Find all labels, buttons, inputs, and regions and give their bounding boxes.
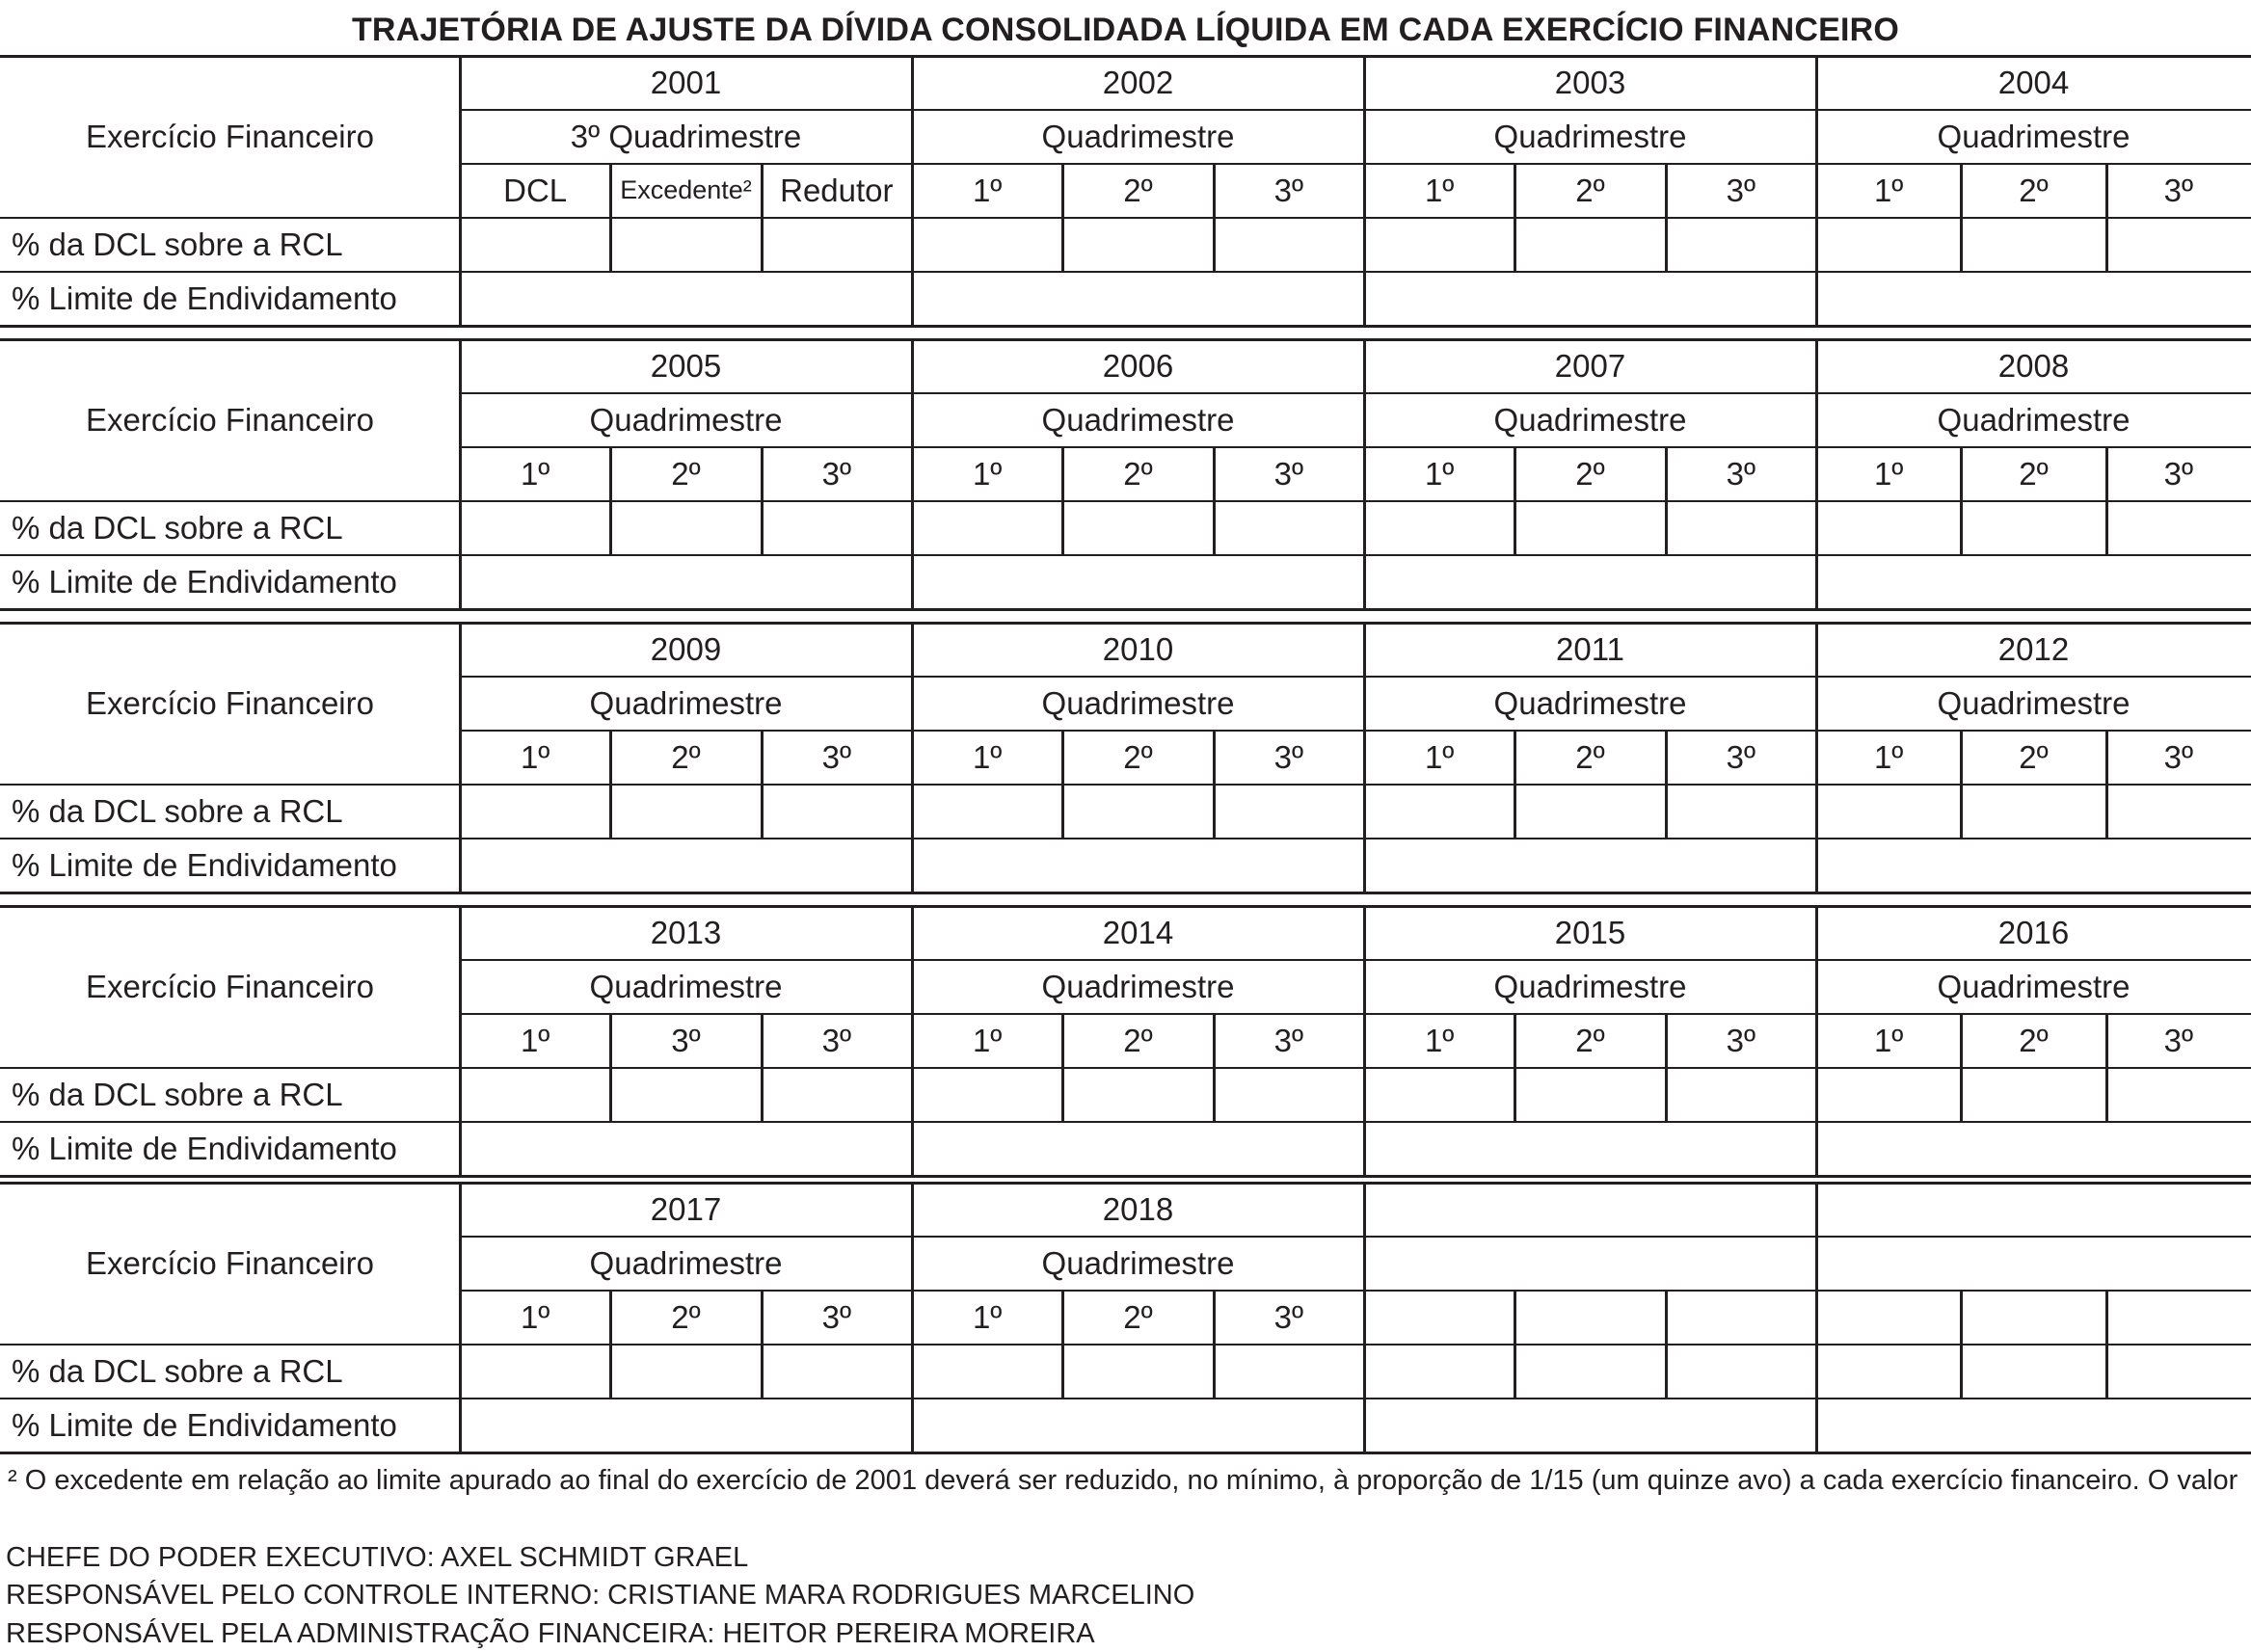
dcl-rcl-value-cell[interactable] xyxy=(1062,784,1213,838)
dcl-rcl-value-cell[interactable] xyxy=(762,217,912,271)
period-column-header: 1º xyxy=(520,1298,550,1335)
document-title: TRAJETÓRIA DE AJUSTE DA DÍVIDA CONSOLIDADA LÍQUIDA EM CADA EXERCÍCIO FINANCEIRO xyxy=(351,12,1900,48)
dcl-rcl-value-cell[interactable] xyxy=(1666,500,1816,554)
period-divider xyxy=(2105,1013,2108,1121)
year-group-divider xyxy=(1363,55,1366,328)
period-divider xyxy=(2105,1290,2108,1398)
year-group-divider xyxy=(911,905,914,1178)
year-header: 2011 xyxy=(1556,630,1624,667)
year-header: 2003 xyxy=(1554,64,1626,100)
period-column-header: 2º xyxy=(1123,738,1153,775)
year-group-divider xyxy=(911,338,914,611)
dcl-rcl-value-cell[interactable] xyxy=(912,1067,1062,1121)
quadrimestre-header: Quadrimestre xyxy=(589,401,783,438)
year-header: 2010 xyxy=(1102,630,1174,667)
quadrimestre-header xyxy=(1364,1236,1816,1290)
block-bottom-rule xyxy=(0,608,2251,611)
year-rule xyxy=(460,676,2251,678)
dcl-rcl-value-cell[interactable] xyxy=(1214,217,1364,271)
quadrimestre-header: Quadrimestre xyxy=(1937,968,2130,1004)
header-bottom-rule xyxy=(0,1344,2251,1346)
limite-value-cell[interactable] xyxy=(1364,554,1816,608)
dcl-rcl-value-cell[interactable] xyxy=(1364,1067,1514,1121)
block-top-rule xyxy=(0,338,2251,341)
exercicio-financeiro-label: Exercício Financeiro xyxy=(86,968,374,1004)
label-column-divider xyxy=(459,1182,462,1454)
year-header: 2017 xyxy=(650,1190,722,1227)
period-column-header: 1º xyxy=(520,455,550,492)
dcl-rcl-label: % da DCL sobre a RCL xyxy=(12,509,343,546)
year-group-divider xyxy=(1815,1182,1818,1454)
year-header: 2002 xyxy=(1102,64,1174,100)
period-divider xyxy=(1665,446,1668,554)
period-column-header: 2º xyxy=(2019,1022,2049,1058)
dcl-rcl-label: % da DCL sobre a RCL xyxy=(12,792,343,829)
limite-value-cell[interactable] xyxy=(1816,838,2251,892)
quadrimestre-header: Quadrimestre xyxy=(1041,118,1235,154)
period-column-header: 1º xyxy=(1424,172,1455,208)
limite-value-cell[interactable] xyxy=(912,1398,1364,1452)
year-header: 2006 xyxy=(1102,347,1174,384)
limite-value-cell[interactable] xyxy=(460,554,912,608)
exercicio-financeiro-label: Exercício Financeiro xyxy=(86,401,374,438)
period-column-header: 3º xyxy=(2163,455,2194,492)
period-divider xyxy=(1061,1013,1064,1121)
period-divider xyxy=(761,446,764,554)
quadrimestre-header: Quadrimestre xyxy=(1041,968,1235,1004)
period-column-header: 3º xyxy=(821,738,852,775)
limite-value-cell[interactable] xyxy=(912,1121,1364,1175)
limite-endividamento-label: % Limite de Endividamento xyxy=(12,846,397,883)
year-header xyxy=(1816,1182,2251,1236)
dcl-rcl-value-cell[interactable] xyxy=(1514,217,1665,271)
dcl-rcl-value-cell[interactable] xyxy=(1062,217,1213,271)
period-column-header: 1º xyxy=(1424,1022,1455,1058)
header-bottom-rule xyxy=(0,500,2251,502)
dcl-rcl-value-cell[interactable] xyxy=(1514,784,1665,838)
limite-endividamento-label: % Limite de Endividamento xyxy=(12,563,397,600)
period-column-header: Excedente² xyxy=(620,174,752,204)
period-divider xyxy=(609,1013,612,1121)
dcl-row-rule xyxy=(0,1398,2251,1399)
period-divider xyxy=(761,1013,764,1121)
dcl-rcl-value-cell[interactable] xyxy=(610,1344,761,1398)
header-bottom-rule xyxy=(0,217,2251,219)
dcl-rcl-value-cell[interactable] xyxy=(1214,1067,1364,1121)
period-column-header: 3º xyxy=(1726,172,1756,208)
dcl-rcl-value-cell[interactable] xyxy=(1816,784,1961,838)
block-bottom-rule xyxy=(0,892,2251,894)
period-divider xyxy=(1665,1013,1668,1121)
year-header: 2001 xyxy=(650,64,722,100)
limite-value-cell[interactable] xyxy=(460,1398,912,1452)
dcl-rcl-value-cell[interactable] xyxy=(1214,1344,1364,1398)
subheader-rule xyxy=(460,163,2251,165)
year-rule xyxy=(460,392,2251,394)
period-column-header xyxy=(1816,1290,1961,1344)
period-divider xyxy=(1960,446,1963,554)
limite-value-cell[interactable] xyxy=(1816,554,2251,608)
period-divider xyxy=(1514,1013,1516,1121)
subheader-rule xyxy=(460,446,2251,448)
quadrimestre-header: Quadrimestre xyxy=(589,968,783,1004)
period-divider xyxy=(609,446,612,554)
dcl-rcl-value-cell[interactable] xyxy=(1062,500,1213,554)
dcl-row-rule xyxy=(0,271,2251,273)
period-column-header: 1º xyxy=(1424,455,1455,492)
dcl-rcl-value-cell[interactable] xyxy=(912,500,1062,554)
limite-value-cell[interactable] xyxy=(460,271,912,325)
dcl-rcl-value-cell[interactable] xyxy=(762,500,912,554)
period-column-header: 1º xyxy=(972,1298,1003,1335)
period-divider xyxy=(2105,730,2108,838)
dcl-rcl-value-cell[interactable] xyxy=(912,217,1062,271)
period-column-header: 2º xyxy=(671,738,701,775)
year-header: 2014 xyxy=(1102,914,1174,950)
dcl-rcl-value-cell[interactable] xyxy=(1364,784,1514,838)
period-column-header: 3º xyxy=(1726,455,1756,492)
quadrimestre-header: Quadrimestre xyxy=(1493,401,1687,438)
dcl-rcl-value-cell[interactable] xyxy=(1062,1344,1213,1398)
period-column-header: 1º xyxy=(972,455,1003,492)
dcl-rcl-value-cell[interactable] xyxy=(610,1067,761,1121)
period-column-header: 3º xyxy=(671,1022,701,1058)
period-column-header: 2º xyxy=(2019,455,2049,492)
period-column-header: 3º xyxy=(821,455,852,492)
period-column-header: 1º xyxy=(1873,738,1904,775)
year-rule xyxy=(460,959,2251,961)
year-group-divider xyxy=(911,622,914,894)
year-header: 2005 xyxy=(650,347,722,384)
limite-value-cell[interactable] xyxy=(1816,1398,2251,1452)
period-column-header xyxy=(1514,1290,1665,1344)
period-column-header: 3º xyxy=(1273,455,1304,492)
period-column-header: 3º xyxy=(1273,1022,1304,1058)
block-bottom-rule xyxy=(0,325,2251,328)
year-group-divider xyxy=(1363,622,1366,894)
period-column-header: 2º xyxy=(1575,172,1605,208)
year-group-divider xyxy=(1815,55,1818,328)
dcl-rcl-value-cell[interactable] xyxy=(762,784,912,838)
dcl-rcl-label: % da DCL sobre a RCL xyxy=(12,1352,343,1389)
period-column-header: 3º xyxy=(1273,172,1304,208)
dcl-rcl-value-cell[interactable] xyxy=(2106,500,2251,554)
quadrimestre-header: 3º Quadrimestre xyxy=(570,118,802,154)
limite-value-cell[interactable] xyxy=(460,838,912,892)
dcl-rcl-value-cell[interactable] xyxy=(2106,217,2251,271)
period-column-header: 2º xyxy=(671,455,701,492)
dcl-rcl-value-cell[interactable] xyxy=(460,1067,610,1121)
dcl-rcl-value-cell[interactable] xyxy=(1961,1344,2105,1398)
quadrimestre-header xyxy=(1816,1236,2251,1290)
limite-value-cell[interactable] xyxy=(460,1121,912,1175)
period-column-header: 2º xyxy=(1123,172,1153,208)
dcl-rcl-value-cell[interactable] xyxy=(610,217,761,271)
period-column-header: 2º xyxy=(2019,172,2049,208)
period-divider xyxy=(1514,163,1516,271)
limite-endividamento-label: % Limite de Endividamento xyxy=(12,1406,397,1443)
period-column-header: 1º xyxy=(520,738,550,775)
period-column-header xyxy=(1364,1290,1514,1344)
dcl-row-rule xyxy=(0,838,2251,839)
period-divider xyxy=(1665,163,1668,271)
limite-value-cell[interactable] xyxy=(1816,271,2251,325)
subheader-rule xyxy=(460,1013,2251,1015)
dcl-rcl-value-cell[interactable] xyxy=(460,1344,610,1398)
year-header: 2007 xyxy=(1554,347,1626,384)
dcl-rcl-value-cell[interactable] xyxy=(1961,1067,2105,1121)
dcl-row-rule xyxy=(0,554,2251,556)
dcl-rcl-value-cell[interactable] xyxy=(1364,1344,1514,1398)
year-group-divider xyxy=(1815,338,1818,611)
limite-value-cell[interactable] xyxy=(1816,1121,2251,1175)
label-column-divider xyxy=(459,622,462,894)
year-header: 2004 xyxy=(1997,64,2070,100)
quadrimestre-header: Quadrimestre xyxy=(1041,1244,1235,1281)
period-divider xyxy=(1960,730,1963,838)
dcl-rcl-value-cell[interactable] xyxy=(2106,1067,2251,1121)
block-top-rule xyxy=(0,1182,2251,1185)
period-column-header: 3º xyxy=(2163,1022,2194,1058)
dcl-rcl-value-cell[interactable] xyxy=(762,1067,912,1121)
dcl-rcl-value-cell[interactable] xyxy=(460,217,610,271)
year-header: 2008 xyxy=(1997,347,2070,384)
dcl-rcl-label: % da DCL sobre a RCL xyxy=(12,1076,343,1112)
quadrimestre-header: Quadrimestre xyxy=(1041,684,1235,721)
period-divider xyxy=(1061,446,1064,554)
period-column-header: 1º xyxy=(1873,172,1904,208)
dcl-rcl-value-cell[interactable] xyxy=(1364,217,1514,271)
quadrimestre-header: Quadrimestre xyxy=(589,1244,783,1281)
period-divider xyxy=(2105,163,2108,271)
year-header: 2009 xyxy=(650,630,722,667)
quadrimestre-header: Quadrimestre xyxy=(1493,684,1687,721)
limite-endividamento-label: % Limite de Endividamento xyxy=(12,280,397,316)
dcl-rcl-value-cell[interactable] xyxy=(1816,217,1961,271)
subheader-rule xyxy=(460,730,2251,732)
quadrimestre-header: Quadrimestre xyxy=(1937,118,2130,154)
year-group-divider xyxy=(911,1182,914,1454)
period-column-header: 3º xyxy=(1273,1298,1304,1335)
limite-value-cell[interactable] xyxy=(1364,1121,1816,1175)
block-top-rule xyxy=(0,622,2251,625)
limite-value-cell[interactable] xyxy=(912,271,1364,325)
period-column-header: 2º xyxy=(671,1298,701,1335)
period-column-header: 3º xyxy=(1726,738,1756,775)
block-top-rule xyxy=(0,905,2251,908)
period-divider xyxy=(1061,1290,1064,1398)
quadrimestre-header: Quadrimestre xyxy=(589,684,783,721)
dcl-rcl-value-cell[interactable] xyxy=(1961,217,2105,271)
period-column-header: 2º xyxy=(1575,455,1605,492)
signature-internal-control: RESPONSÁVEL PELO CONTROLE INTERNO: CRISTIANE MARA RODRIGUES MARCELINO xyxy=(6,1580,1195,1611)
dcl-rcl-value-cell[interactable] xyxy=(1514,1344,1665,1398)
period-divider xyxy=(609,730,612,838)
year-header: 2012 xyxy=(1997,630,2070,667)
period-divider xyxy=(609,1290,612,1398)
dcl-rcl-value-cell[interactable] xyxy=(1514,1067,1665,1121)
period-divider xyxy=(1514,446,1516,554)
year-group-divider xyxy=(1363,905,1366,1178)
year-header: 2016 xyxy=(1997,914,2070,950)
period-column-header: 1º xyxy=(972,738,1003,775)
quadrimestre-header: Quadrimestre xyxy=(1041,401,1235,438)
dcl-rcl-value-cell[interactable] xyxy=(1961,784,2105,838)
year-header: 2013 xyxy=(650,914,722,950)
period-column-header: Redutor xyxy=(780,172,894,208)
limite-endividamento-label: % Limite de Endividamento xyxy=(12,1130,397,1166)
exercicio-financeiro-label: Exercício Financeiro xyxy=(86,118,374,154)
block-bottom-rule xyxy=(0,1175,2251,1178)
year-rule xyxy=(460,1236,2251,1238)
period-divider xyxy=(1061,730,1064,838)
limite-value-cell[interactable] xyxy=(912,838,1364,892)
dcl-rcl-value-cell[interactable] xyxy=(1816,1067,1961,1121)
year-group-divider xyxy=(1815,905,1818,1178)
dcl-rcl-value-cell[interactable] xyxy=(1514,500,1665,554)
dcl-rcl-value-cell[interactable] xyxy=(912,784,1062,838)
period-divider xyxy=(1514,1290,1516,1398)
dcl-rcl-value-cell[interactable] xyxy=(762,1344,912,1398)
period-divider xyxy=(1960,1013,1963,1121)
dcl-rcl-value-cell[interactable] xyxy=(1214,500,1364,554)
signature-financial-admin: RESPONSÁVEL PELA ADMINISTRAÇÃO FINANCEIRA: HEITOR PEREIRA MOREIRA xyxy=(6,1618,1095,1649)
period-divider xyxy=(609,163,612,271)
dcl-rcl-value-cell[interactable] xyxy=(610,784,761,838)
year-header: 2015 xyxy=(1554,914,1626,950)
period-column-header xyxy=(1666,1290,1816,1344)
block-bottom-rule xyxy=(0,1452,2251,1454)
dcl-rcl-value-cell[interactable] xyxy=(1214,784,1364,838)
dcl-rcl-value-cell[interactable] xyxy=(1666,1344,1816,1398)
year-group-divider xyxy=(1815,622,1818,894)
limite-value-cell[interactable] xyxy=(1364,271,1816,325)
period-column-header: 3º xyxy=(821,1022,852,1058)
footnote: ² O excedente em relação ao limite apurado ao final do exercício de 2001 deverá ser reduzido, no mínimo, à proporção de 1/15 (um quinze avo) a cada exercício financeiro. O valor xyxy=(8,1465,2238,1496)
period-divider xyxy=(1665,1290,1668,1398)
period-column-header: 1º xyxy=(1873,1022,1904,1058)
exercicio-financeiro-label: Exercício Financeiro xyxy=(86,684,374,721)
period-column-header: 2º xyxy=(1575,738,1605,775)
period-divider xyxy=(1061,163,1064,271)
dcl-rcl-value-cell[interactable] xyxy=(460,784,610,838)
period-divider xyxy=(1514,730,1516,838)
period-column-header: 2º xyxy=(1575,1022,1605,1058)
dcl-rcl-value-cell[interactable] xyxy=(1666,1067,1816,1121)
dcl-rcl-value-cell[interactable] xyxy=(1062,1067,1213,1121)
period-column-header xyxy=(1961,1290,2105,1344)
dcl-row-rule xyxy=(0,1121,2251,1123)
period-column-header: 3º xyxy=(2163,738,2194,775)
year-header: 2018 xyxy=(1102,1190,1174,1227)
quadrimestre-header: Quadrimestre xyxy=(1937,684,2130,721)
subheader-rule xyxy=(460,1290,2251,1292)
year-group-divider xyxy=(1363,1182,1366,1454)
year-group-divider xyxy=(1363,338,1366,611)
period-column-header: 1º xyxy=(1424,738,1455,775)
period-column-header xyxy=(2106,1290,2251,1344)
period-divider xyxy=(1213,1290,1216,1398)
period-column-header: 2º xyxy=(1123,1022,1153,1058)
dcl-rcl-value-cell[interactable] xyxy=(1961,500,2105,554)
label-column-divider xyxy=(459,905,462,1178)
period-column-header: 2º xyxy=(2019,738,2049,775)
period-divider xyxy=(761,1290,764,1398)
dcl-rcl-value-cell[interactable] xyxy=(1816,1344,1961,1398)
period-divider xyxy=(1213,163,1216,271)
limite-value-cell[interactable] xyxy=(1364,838,1816,892)
period-column-header: 2º xyxy=(1123,455,1153,492)
period-column-header: 3º xyxy=(1726,1022,1756,1058)
year-rule xyxy=(460,109,2251,111)
label-column-divider xyxy=(459,55,462,328)
period-column-header: 3º xyxy=(1273,738,1304,775)
quadrimestre-header: Quadrimestre xyxy=(1493,968,1687,1004)
period-divider xyxy=(1213,730,1216,838)
period-column-header: 2º xyxy=(1123,1298,1153,1335)
period-column-header: 3º xyxy=(2163,172,2194,208)
header-bottom-rule xyxy=(0,1067,2251,1069)
header-bottom-rule xyxy=(0,784,2251,786)
period-column-header: 3º xyxy=(821,1298,852,1335)
period-divider xyxy=(761,730,764,838)
dcl-rcl-value-cell[interactable] xyxy=(2106,784,2251,838)
dcl-rcl-label: % da DCL sobre a RCL xyxy=(12,226,343,262)
period-column-header: 1º xyxy=(520,1022,550,1058)
year-header xyxy=(1364,1182,1816,1236)
period-divider xyxy=(1960,163,1963,271)
quadrimestre-header: Quadrimestre xyxy=(1493,118,1687,154)
period-column-header: DCL xyxy=(503,172,568,208)
period-divider xyxy=(1960,1290,1963,1398)
dcl-rcl-value-cell[interactable] xyxy=(610,500,761,554)
dcl-rcl-value-cell[interactable] xyxy=(460,500,610,554)
period-column-header: 1º xyxy=(972,1022,1003,1058)
label-column-divider xyxy=(459,338,462,611)
dcl-rcl-value-cell[interactable] xyxy=(1816,500,1961,554)
period-divider xyxy=(1213,1013,1216,1121)
block-top-rule xyxy=(0,55,2251,58)
dcl-rcl-value-cell[interactable] xyxy=(1666,784,1816,838)
dcl-rcl-value-cell[interactable] xyxy=(1666,217,1816,271)
period-column-header: 1º xyxy=(972,172,1003,208)
dcl-rcl-value-cell[interactable] xyxy=(2106,1344,2251,1398)
year-group-divider xyxy=(911,55,914,328)
limite-value-cell[interactable] xyxy=(1364,1398,1816,1452)
period-divider xyxy=(1665,730,1668,838)
quadrimestre-header: Quadrimestre xyxy=(1937,401,2130,438)
period-column-header: 1º xyxy=(1873,455,1904,492)
period-divider xyxy=(2105,446,2108,554)
dcl-rcl-value-cell[interactable] xyxy=(1364,500,1514,554)
exercicio-financeiro-label: Exercício Financeiro xyxy=(86,1244,374,1281)
limite-value-cell[interactable] xyxy=(912,554,1364,608)
dcl-rcl-value-cell[interactable] xyxy=(912,1344,1062,1398)
period-divider xyxy=(1213,446,1216,554)
period-divider xyxy=(761,163,764,271)
signature-executive: CHEFE DO PODER EXECUTIVO: AXEL SCHMIDT GRAEL xyxy=(6,1542,749,1573)
